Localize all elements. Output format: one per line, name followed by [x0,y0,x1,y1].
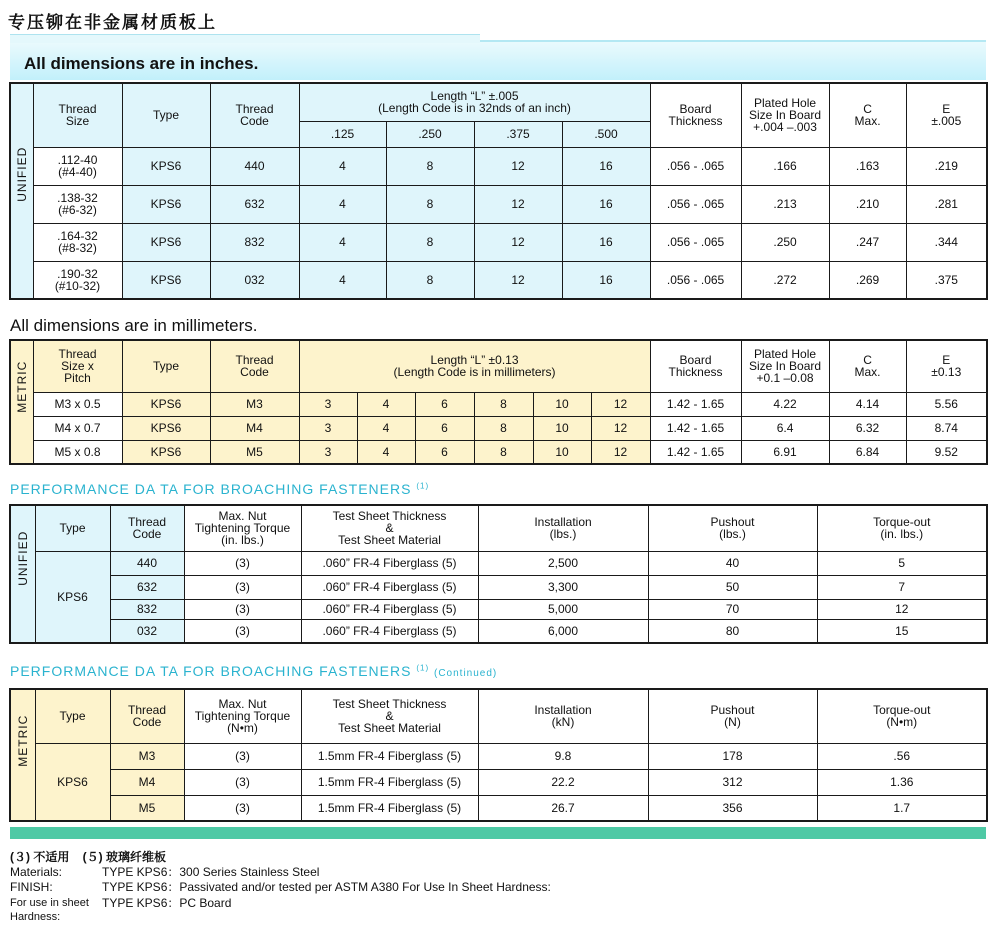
e-cell: .281 [906,185,987,223]
header-thread-code: Thread Code [210,340,299,392]
installation-cell: 9.8 [478,743,648,769]
type-cell: KPS6 [122,440,210,464]
inch-banner [10,40,986,80]
e-cell: 9.52 [906,440,987,464]
header-installation: Installation (kN) [478,689,648,743]
header-length-125: .125 [299,121,386,147]
table-row [10,795,987,821]
c-max-cell: 4.14 [829,392,906,416]
plated-hole-cell: .166 [741,147,829,185]
length-cell: 8 [386,147,474,185]
header-length: Length “L” ±.005 (Length Code is in 32nds of an inch) [299,83,650,121]
thread-code-cell: 632 [210,185,299,223]
plated-hole-cell: 4.22 [741,392,829,416]
length-cell: 3 [299,416,357,440]
test-sheet-cell: .060” FR-4 Fiberglass (5) [301,551,478,575]
thread-code-cell: 032 [210,261,299,299]
installation-cell: 3,300 [478,575,648,599]
torque-cell: (3) [184,551,301,575]
torque-out-cell: 1.7 [817,795,987,821]
installation-cell: 22.2 [478,769,648,795]
table-row [10,575,987,599]
torque-out-cell: .56 [817,743,987,769]
header-torque-out: Torque-out (in. lbs.) [817,505,987,551]
length-cell: 4 [299,261,386,299]
header-thread-size: Thread Size [33,83,122,147]
length-cell: 12 [591,392,650,416]
length-cell: 16 [562,185,650,223]
header-board-thickness: Board Thickness [650,83,741,147]
thread-code-cell: M4 [110,769,184,795]
torque-cell: (3) [184,575,301,599]
table-row [10,261,987,299]
header-board-thickness: Board Thickness [650,340,741,392]
thread-size-cell: .138-32 (#6-32) [33,185,122,223]
test-sheet-cell: 1.5mm FR-4 Fiberglass (5) [301,769,478,795]
table-row [10,743,987,769]
e-cell: .219 [906,147,987,185]
length-cell: 4 [357,416,415,440]
length-cell: 6 [415,392,474,416]
length-cell: 16 [562,223,650,261]
torque-cell: (3) [184,769,301,795]
performance-metric-table [9,688,988,822]
length-cell: 6 [415,440,474,464]
thread-code-cell: 440 [110,551,184,575]
header-length-375: .375 [474,121,562,147]
pushout-cell: 70 [648,599,817,619]
length-cell: 4 [299,147,386,185]
length-cell: 12 [474,185,562,223]
installation-cell: 6,000 [478,619,648,643]
performance-continued-heading: PERFORMANCE DA TA FOR BROACHING FASTENERS $^{(1)}$ (Continued) [10,663,498,679]
inch-banner-text: All dimensions are in inches. [24,54,259,73]
length-cell: 8 [474,416,533,440]
installation-cell: 5,000 [478,599,648,619]
table-row [10,551,987,575]
performance-unified-table [9,504,988,644]
inch-dimensions-table [9,82,988,300]
e-cell: .375 [906,261,987,299]
side-label-metric: METRIC [10,689,35,821]
header-type: Type [35,689,110,743]
type-cell: KPS6 [122,392,210,416]
length-cell: 8 [474,392,533,416]
thread-code-cell: 032 [110,619,184,643]
length-cell: 12 [474,261,562,299]
torque-cell: (3) [184,619,301,643]
board-thickness-cell: .056 - .065 [650,185,741,223]
thread-code-cell: M4 [210,416,299,440]
thread-code-cell: 832 [210,223,299,261]
thread-code-cell: 632 [110,575,184,599]
header-torque-out: Torque-out (N•m) [817,689,987,743]
header-max-nut-torque: Max. Nut Tightening Torque (in. lbs.) [184,505,301,551]
header-thread-code: Thread Code [110,505,184,551]
length-cell: 3 [299,392,357,416]
length-cell: 16 [562,261,650,299]
plated-hole-cell: 6.91 [741,440,829,464]
test-sheet-cell: .060” FR-4 Fiberglass (5) [301,575,478,599]
type-cell: KPS6 [35,551,110,643]
installation-cell: 2,500 [478,551,648,575]
table-row [10,147,987,185]
length-cell: 12 [474,223,562,261]
notes-finish-label: FINISH: [10,880,53,894]
thread-code-cell: 440 [210,147,299,185]
thread-code-cell: M5 [210,440,299,464]
length-cell: 3 [299,440,357,464]
header-thread-code: Thread Code [210,83,299,147]
table-row [10,416,987,440]
thread-size-cell: .112-40 (#4-40) [33,147,122,185]
length-cell: 4 [357,440,415,464]
test-sheet-cell: 1.5mm FR-4 Fiberglass (5) [301,795,478,821]
type-cell: KPS6 [122,261,210,299]
header-length: Length “L” ±0.13 (Length Code is in millimeters) [299,340,650,392]
length-cell: 10 [533,392,591,416]
length-cell: 8 [386,185,474,223]
thread-code-cell: M5 [110,795,184,821]
length-cell: 6 [415,416,474,440]
notes-footnotes: (３) 不适用 (５) 玻璃纤维板 [10,850,166,864]
type-cell: KPS6 [122,223,210,261]
header-installation: Installation (lbs.) [478,505,648,551]
pushout-cell: 50 [648,575,817,599]
notes-hardness-label: Hardness: [10,911,61,923]
c-max-cell: .210 [829,185,906,223]
header-plated-hole: Plated Hole Size In Board +.004 –.003 [741,83,829,147]
thread-code-cell: M3 [210,392,299,416]
header-length-250: .250 [386,121,474,147]
side-label-metric: METRIC [10,340,33,464]
c-max-cell: 6.84 [829,440,906,464]
board-thickness-cell: .056 - .065 [650,223,741,261]
c-max-cell: .163 [829,147,906,185]
torque-out-cell: 15 [817,619,987,643]
length-cell: 12 [474,147,562,185]
test-sheet-cell: 1.5mm FR-4 Fiberglass (5) [301,743,478,769]
board-thickness-cell: .056 - .065 [650,261,741,299]
e-cell: 5.56 [906,392,987,416]
header-max-nut-torque: Max. Nut Tightening Torque (N•m) [184,689,301,743]
header-thread-size: Thread Size x Pitch [33,340,122,392]
table-row [10,392,987,416]
length-cell: 4 [357,392,415,416]
installation-cell: 26.7 [478,795,648,821]
header-e: E ±0.13 [906,340,987,392]
c-max-cell: .269 [829,261,906,299]
board-thickness-cell: 1.42 - 1.65 [650,392,741,416]
length-cell: 8 [386,261,474,299]
mm-dimensions-table [9,339,988,465]
header-e: E ±.005 [906,83,987,147]
pushout-cell: 356 [648,795,817,821]
table-row [10,769,987,795]
e-cell: 8.74 [906,416,987,440]
type-cell: KPS6 [35,743,110,821]
header-type: Type [35,505,110,551]
banner-tab [10,34,480,43]
torque-cell: (3) [184,795,301,821]
torque-out-cell: 12 [817,599,987,619]
pushout-cell: 40 [648,551,817,575]
header-pushout: Pushout (lbs.) [648,505,817,551]
length-cell: 8 [386,223,474,261]
mm-heading: All dimensions are in millimeters. [10,316,258,335]
thread-size-cell: .190-32 (#10-32) [33,261,122,299]
plated-hole-cell: .250 [741,223,829,261]
side-label-unified: UNIFIED [10,83,33,299]
type-cell: KPS6 [122,416,210,440]
footer-green-bar [10,827,986,839]
notes-use-label: For use in sheet [10,897,89,909]
thread-size-cell: .164-32 (#8-32) [33,223,122,261]
notes-materials-label: Materials: [10,865,63,879]
length-cell: 10 [533,416,591,440]
pushout-cell: 312 [648,769,817,795]
length-cell: 4 [299,223,386,261]
torque-out-cell: 5 [817,551,987,575]
notes-materials-value: TYPE KPS6：300 Series Stainless Steel [102,865,320,879]
length-cell: 16 [562,147,650,185]
type-cell: KPS6 [122,147,210,185]
header-length-500: .500 [562,121,650,147]
thread-size-cell: M3 x 0.5 [33,392,122,416]
table-row [10,599,987,619]
length-cell: 12 [591,440,650,464]
torque-out-cell: 1.36 [817,769,987,795]
thread-code-cell: M3 [110,743,184,769]
header-c-max: C Max. [829,83,906,147]
notes-finish-value: TYPE KPS6：Passivated and/or tested per ASTM A380 For Use In Sheet Hardness: [102,880,551,894]
e-cell: .344 [906,223,987,261]
torque-out-cell: 7 [817,575,987,599]
test-sheet-cell: .060” FR-4 Fiberglass (5) [301,619,478,643]
type-cell: KPS6 [122,185,210,223]
c-max-cell: .247 [829,223,906,261]
thread-code-cell: 832 [110,599,184,619]
board-thickness-cell: 1.42 - 1.65 [650,416,741,440]
table-row [10,223,987,261]
length-cell: 4 [299,185,386,223]
thread-size-cell: M4 x 0.7 [33,416,122,440]
header-test-sheet: Test Sheet Thickness & Test Sheet Material [301,505,478,551]
table-row [10,185,987,223]
torque-cell: (3) [184,743,301,769]
test-sheet-cell: .060” FR-4 Fiberglass (5) [301,599,478,619]
side-label-unified: UNIFIED [10,505,35,643]
board-thickness-cell: 1.42 - 1.65 [650,440,741,464]
table-row [10,440,987,464]
pushout-cell: 178 [648,743,817,769]
header-type: Type [122,83,210,147]
length-cell: 8 [474,440,533,464]
thread-size-cell: M5 x 0.8 [33,440,122,464]
plated-hole-cell: .213 [741,185,829,223]
header-plated-hole: Plated Hole Size In Board +0.1 –0.08 [741,340,829,392]
c-max-cell: 6.32 [829,416,906,440]
length-cell: 12 [591,416,650,440]
pushout-cell: 80 [648,619,817,643]
plated-hole-cell: .272 [741,261,829,299]
notes-use-value: TYPE KPS6：PC Board [102,896,232,910]
performance-heading: PERFORMANCE DA TA FOR BROACHING FASTENERS $^{(1)}$ [10,481,430,497]
table-row [10,619,987,643]
board-thickness-cell: .056 - .065 [650,147,741,185]
header-c-max: C Max. [829,340,906,392]
header-test-sheet: Test Sheet Thickness & Test Sheet Material [301,689,478,743]
header-type: Type [122,340,210,392]
torque-cell: (3) [184,599,301,619]
plated-hole-cell: 6.4 [741,416,829,440]
length-cell: 10 [533,440,591,464]
header-pushout: Pushout (N) [648,689,817,743]
header-thread-code: Thread Code [110,689,184,743]
page-title: 专压铆在非金属材质板上 [8,13,217,32]
